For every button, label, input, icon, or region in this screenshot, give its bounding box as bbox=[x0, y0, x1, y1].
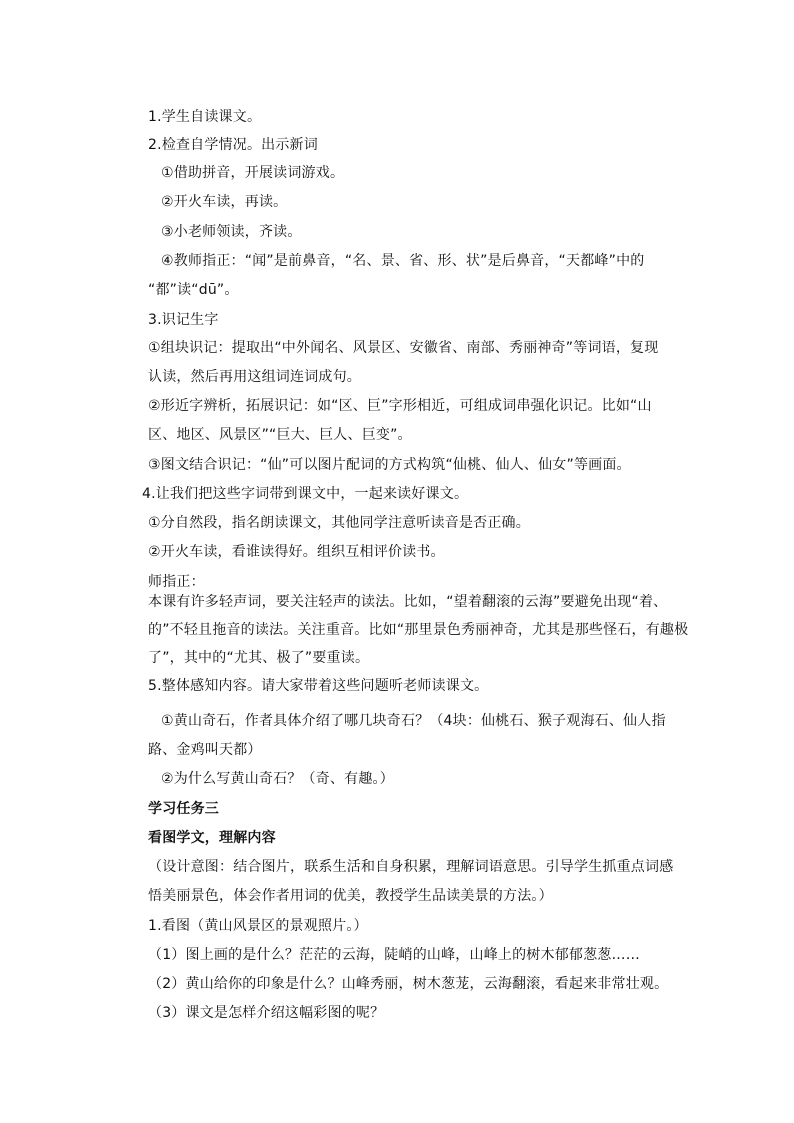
text-line: ②开火车读，看谁读得好。组织互相评价读书。 bbox=[148, 544, 445, 560]
text-line: ①黄山奇石，作者具体介绍了哪几块奇石？（4块：仙桃石、猴子观海石、仙人指 bbox=[161, 713, 666, 729]
text-line: “都”读“dū”。 bbox=[148, 282, 239, 298]
section-heading: 学习任务三 bbox=[148, 801, 219, 817]
text-line: 3.识记生字 bbox=[148, 312, 219, 328]
text-line: 了”，其中的“尤其、极了”要重读。 bbox=[148, 650, 370, 666]
text-line: （设计意图：结合图片，联系生活和自身积累，理解词语意思。引导学生抓重点词感 bbox=[148, 859, 674, 875]
text-line: 师指正： bbox=[148, 574, 205, 590]
text-line: 1.看图（黄山风景区的景观照片。） bbox=[148, 918, 368, 934]
text-line: 认读，然后再用这组词连词成句。 bbox=[148, 369, 361, 385]
text-line: ③图文结合识记：“仙”可以图片配词的方式构筑“仙桃、仙人、仙女”等画面。 bbox=[148, 457, 631, 473]
text-line: 4.让我们把这些字词带到课文中，一起来读好课文。 bbox=[142, 486, 469, 502]
section-subheading: 看图学文，理解内容 bbox=[148, 830, 276, 846]
text-line: 的”不轻且拖音的读法。关注重音。比如“那里景色秀丽神奇，尤其是那些怪石，有趣极 bbox=[148, 622, 689, 638]
text-line: ①组块识记：提取出“中外闻名、风景区、安徽省、南部、秀丽神奇”等词语，复现 bbox=[148, 340, 659, 356]
text-line: （1）图上画的是什么？茫茫的云海，陡峭的山峰，山峰上的树木郁郁葱葱…… bbox=[148, 947, 640, 963]
text-line: ②形近字辨析，拓展识记：如“区、巨”字形相近，可组成词串强化识记。比如“山 bbox=[148, 398, 652, 414]
text-line: （3）课文是怎样介绍这幅彩图的呢？ bbox=[148, 1005, 385, 1021]
text-line: ①分自然段，指名朗读课文，其他同学注意听读音是否正确。 bbox=[148, 515, 530, 531]
text-line: ①借助拼音，开展读词游戏。 bbox=[161, 165, 345, 181]
text-line: ③小老师领读，齐读。 bbox=[161, 224, 302, 240]
text-line: 1.学生自读课文。 bbox=[148, 109, 262, 125]
text-line: ②为什么写黄山奇石？（奇、有趣。） bbox=[161, 771, 394, 787]
text-line: 区、地区、风景区”“巨大、巨人、巨变”。 bbox=[148, 427, 412, 443]
text-line: ④教师指正：“闻”是前鼻音，“名、景、省、形、状”是后鼻音，“天都峰”中的 bbox=[161, 253, 645, 269]
text-line: （2）黄山给你的印象是什么？山峰秀丽，树木葱茏，云海翻滚，看起来非常壮观。 bbox=[148, 976, 669, 992]
text-line: 2.检查自学情况。出示新词 bbox=[148, 137, 318, 153]
text-line: ②开火车读，再读。 bbox=[161, 194, 288, 210]
text-line: 悟美丽景色，体会作者用词的优美，教授学生品读美景的方法。） bbox=[148, 888, 553, 904]
text-line: 本课有许多轻声词，要关注轻声的读法。比如，“望着翻滚的云海”要避免出现“着、 bbox=[148, 594, 668, 610]
text-line: 5.整体感知内容。请大家带着这些问题听老师读课文。 bbox=[148, 678, 489, 694]
text-line: 路、金鸡叫天都） bbox=[148, 742, 262, 758]
